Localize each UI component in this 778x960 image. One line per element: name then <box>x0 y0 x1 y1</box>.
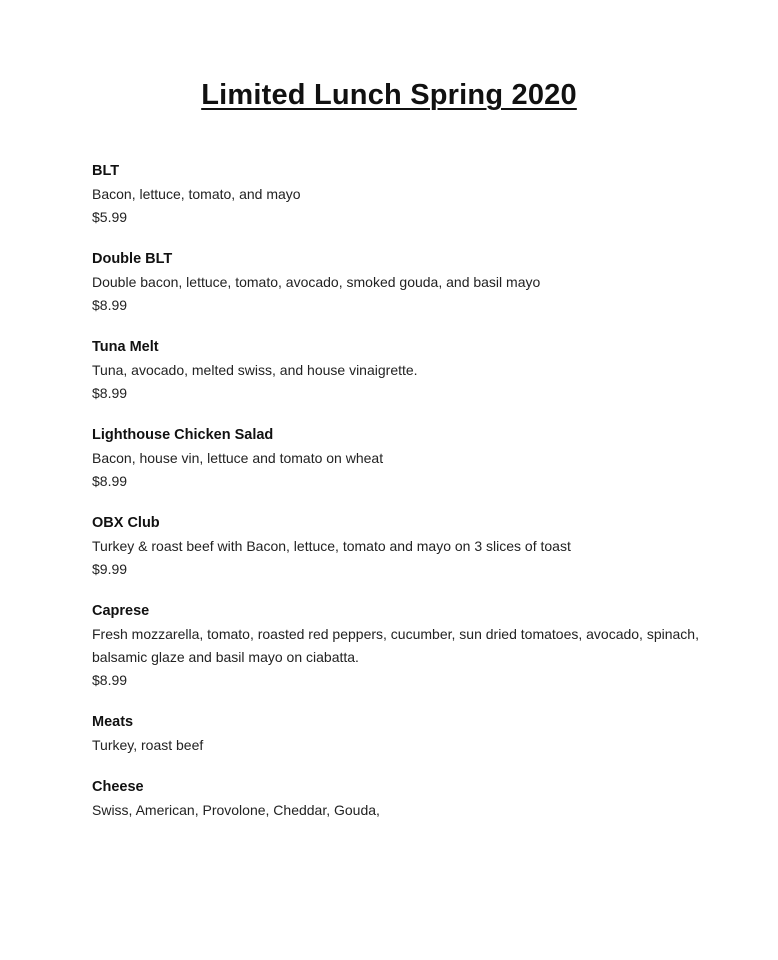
menu-item-description: Turkey, roast beef <box>92 737 204 753</box>
menu-list <box>92 160 732 841</box>
menu-item <box>92 711 732 757</box>
menu-item-name: Cheese <box>92 779 144 795</box>
menu-item-name: Meats <box>92 714 134 730</box>
menu-item <box>92 424 732 493</box>
menu-item-price: $8.99 <box>92 297 128 313</box>
menu-item <box>92 160 732 229</box>
menu-item-description: Fresh mozzarella, tomato, roasted red peppers, cucumber, sun dried tomatoes, avocado, spinach, balsamic glaze and basil mayo on ciabatta. <box>92 626 699 665</box>
menu-item-price: $5.99 <box>92 209 128 225</box>
menu-item-name: Double BLT <box>92 251 173 267</box>
menu-item <box>92 248 732 317</box>
menu-item-name: OBX Club <box>92 515 160 531</box>
page-title: Limited Lunch Spring 2020 <box>201 79 577 111</box>
menu-item-name: Tuna Melt <box>92 339 159 355</box>
menu-item <box>92 336 732 405</box>
menu-item-name: Caprese <box>92 603 150 619</box>
menu-item-description: Swiss, American, Provolone, Cheddar, Gouda, <box>92 802 380 818</box>
menu-item-name: Lighthouse Chicken Salad <box>92 427 274 443</box>
menu-item-description: Bacon, lettuce, tomato, and mayo <box>92 186 301 202</box>
menu-item-description: Bacon, house vin, lettuce and tomato on wheat <box>92 450 384 466</box>
menu-item-description: Turkey & roast beef with Bacon, lettuce, tomato and mayo on 3 slices of toast <box>92 538 571 554</box>
menu-item-price: $8.99 <box>92 385 128 401</box>
menu-item <box>92 776 732 822</box>
menu-item-price: $8.99 <box>92 672 128 688</box>
menu-item-price: $8.99 <box>92 473 128 489</box>
menu-item-name: BLT <box>92 163 120 179</box>
menu-item <box>92 600 732 692</box>
menu-item-description: Double bacon, lettuce, tomato, avocado, smoked gouda, and basil mayo <box>92 274 541 290</box>
menu-item-price: $9.99 <box>92 561 128 577</box>
menu-item <box>92 512 732 581</box>
menu-item-description: Tuna, avocado, melted swiss, and house vinaigrette. <box>92 362 418 378</box>
